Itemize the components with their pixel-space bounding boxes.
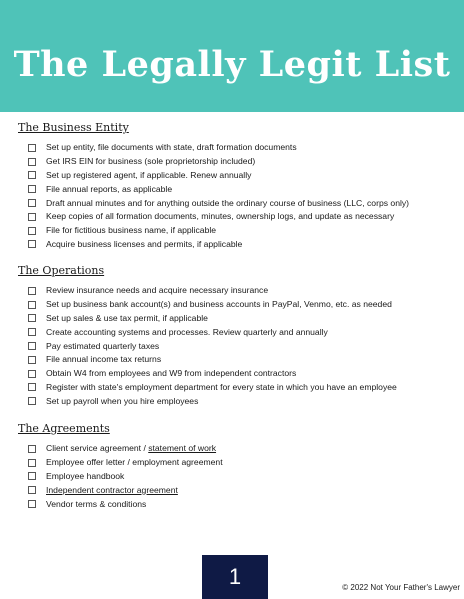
section-operations [18, 264, 458, 408]
checkbox[interactable] [28, 227, 36, 235]
checkbox[interactable] [28, 383, 36, 391]
checkbox[interactable] [28, 199, 36, 207]
item-label: Vendor terms & conditions [46, 498, 147, 509]
section-agreements [18, 422, 458, 511]
section-business-entity [18, 121, 458, 251]
checkbox[interactable] [28, 342, 36, 350]
item-label: Set up payroll when you hire employees [46, 395, 199, 406]
item-label: Employee handbook [46, 470, 125, 481]
section-heading: The Business Entity [18, 121, 129, 134]
item-label: Keep copies of all formation documents, minutes, ownership logs, and update as necessary [46, 211, 395, 222]
item-label-link[interactable]: Independent contractor agreement [46, 484, 178, 495]
page-number-box [202, 555, 268, 599]
item-label: Set up business bank account(s) and business accounts in PayPal, Venmo, etc. as needed [46, 299, 392, 310]
item-label: File for fictitious business name, if applicable [46, 225, 217, 236]
checklist-item[interactable] [28, 456, 458, 470]
checklist-item[interactable] [28, 325, 458, 339]
item-label: Register with state's employment department for every state in which you have an employee [46, 381, 397, 392]
checkbox[interactable] [28, 472, 36, 480]
checkbox[interactable] [28, 213, 36, 221]
checklist-item[interactable] [28, 497, 458, 511]
section-heading: The Operations [18, 264, 105, 277]
checklist-item[interactable] [28, 367, 458, 381]
item-label: Draft annual minutes and for anything outside the ordinary course of business (LLC, corps only) [46, 197, 410, 208]
checklist-item[interactable] [28, 442, 458, 456]
checklist-item[interactable] [28, 182, 458, 196]
checklist-item[interactable] [28, 312, 458, 326]
checkbox[interactable] [28, 185, 36, 193]
item-label: File annual reports, as applicable [46, 183, 173, 194]
checklist-item[interactable] [28, 224, 458, 238]
checkbox[interactable] [28, 144, 36, 152]
checklist-item[interactable] [28, 339, 458, 353]
checklist-item[interactable] [28, 483, 458, 497]
checkbox[interactable] [28, 397, 36, 405]
item-label: Acquire business licenses and permits, if applicable [46, 238, 243, 249]
checkbox[interactable] [28, 370, 36, 378]
item-label: File annual income tax returns [46, 354, 162, 365]
checklist-item[interactable] [28, 238, 458, 252]
checkbox[interactable] [28, 171, 36, 179]
checkbox[interactable] [28, 301, 36, 309]
checkbox[interactable] [28, 287, 36, 295]
checkbox[interactable] [28, 356, 36, 364]
item-label [46, 443, 216, 454]
item-label: Set up sales & use tax permit, if applicable [46, 312, 208, 323]
checkbox[interactable] [28, 445, 36, 453]
checklist-item[interactable] [28, 141, 458, 155]
checklist-item[interactable] [28, 284, 458, 298]
checklist-item[interactable] [28, 169, 458, 183]
section-heading: The Agreements [18, 422, 110, 435]
checklist-item[interactable] [28, 470, 458, 484]
item-label: Set up entity, file documents with state, draft formation documents [46, 142, 297, 153]
item-label: Employee offer letter / employment agreement [46, 457, 223, 468]
item-label: Pay estimated quarterly taxes [46, 340, 160, 351]
checkbox[interactable] [28, 328, 36, 336]
checkbox[interactable] [28, 314, 36, 322]
item-label-text: Client service agreement / [46, 443, 149, 454]
checkbox[interactable] [28, 500, 36, 508]
item-label: Obtain W4 from employees and W9 from independent contractors [46, 368, 297, 379]
checklist-item[interactable] [28, 210, 458, 224]
item-label: Create accounting systems and processes. Review quarterly and annually [46, 326, 328, 337]
page-number: 1 [228, 564, 242, 589]
checkbox[interactable] [28, 459, 36, 467]
checklist-item[interactable] [28, 381, 458, 395]
page-title: The Legally Legit List [13, 44, 451, 85]
title-banner [0, 0, 464, 112]
copyright-text: © 2022 Not Your Father's Lawyer [342, 583, 460, 592]
checklist-item[interactable] [28, 394, 458, 408]
statement-of-work-link[interactable]: statement of work [148, 443, 217, 454]
checkbox[interactable] [28, 486, 36, 494]
item-label: Review insurance needs and acquire necessary insurance [46, 285, 269, 296]
item-label: Set up registered agent, if applicable. Renew annually [46, 169, 252, 180]
checklist-item[interactable] [28, 298, 458, 312]
checklist-item[interactable] [28, 196, 458, 210]
checklist-item[interactable] [28, 353, 458, 367]
checklist-item[interactable] [28, 155, 458, 169]
checkbox[interactable] [28, 240, 36, 248]
item-label: Get IRS EIN for business (sole proprietorship included) [46, 156, 256, 167]
checkbox[interactable] [28, 158, 36, 166]
